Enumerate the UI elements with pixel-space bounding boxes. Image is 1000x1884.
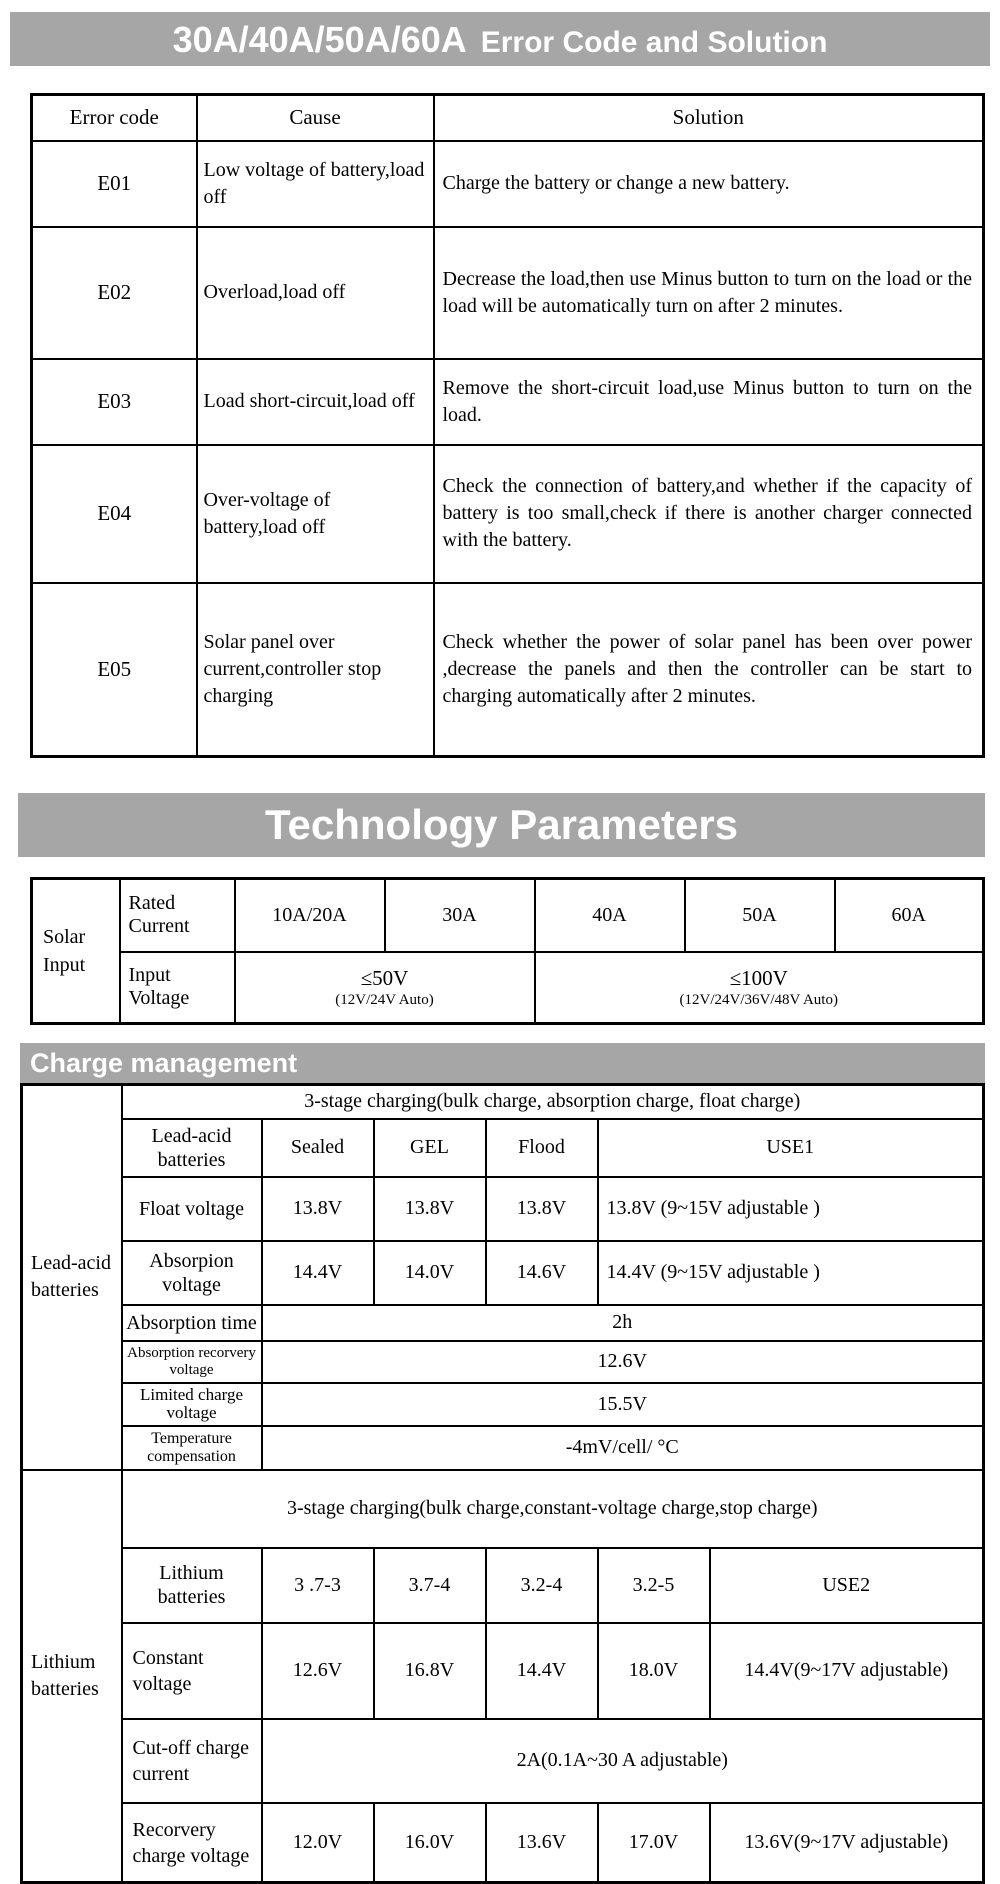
recovery-charge-value: 12.0V [262,1803,374,1883]
float-voltage-label: Float voltage [122,1177,262,1241]
battery-type-cell: Sealed [262,1119,374,1177]
absorption-voltage-row [22,1241,984,1305]
solar-input-group-cell: Solar Input [32,879,120,1024]
voltage-low-note: (12V/24V Auto) [335,991,434,1008]
float-voltage-row [22,1177,984,1241]
error-code-cell: E04 [32,445,197,583]
absorption-voltage-value: 14.4V [262,1241,374,1305]
solution-cell: Check whether the power of solar panel has been over power ,decrease the panels and then the controller can be start to charging automatically after 2 minutes. [434,583,984,757]
input-voltage-high-cell [535,952,984,1024]
float-voltage-value: 13.8V [486,1177,598,1241]
float-voltage-value: 13.8V [262,1177,374,1241]
solution-cell: Decrease the load,then use Minus button to turn on the load or the load will be automatically turn on after 2 minutes. [434,227,984,359]
absorption-recovery-row [22,1341,984,1383]
error-row-e03 [32,359,984,445]
error-row-e02 [32,227,984,359]
temperature-compensation-row [22,1426,984,1470]
temperature-compensation-label: Temperature compensation [122,1426,262,1470]
constant-voltage-label: Constant voltage [122,1623,262,1719]
recovery-charge-value: 17.0V [598,1803,710,1883]
charge-management-title: Charge management [30,1047,298,1078]
error-code-cell: E02 [32,227,197,359]
charge-management-banner [20,1043,985,1083]
cause-cell: Low voltage of battery,load off [197,141,434,227]
absorption-voltage-label: Absorpion voltage [122,1241,262,1305]
error-code-table [30,93,985,758]
cutoff-current-row [22,1719,984,1803]
error-code-cell: E05 [32,583,197,757]
absorption-time-row [22,1305,984,1341]
absorption-recovery-label: Absorption recorvery voltage [122,1341,262,1383]
error-code-cell: E03 [32,359,197,445]
float-voltage-value: 13.8V (9~15V adjustable ) [598,1177,984,1241]
error-code-header: Error code [32,95,197,141]
lithium-stage-row [22,1470,984,1548]
solution-cell: Charge the battery or change a new battery. [434,141,984,227]
absorption-time-label: Absorption time [122,1305,262,1341]
error-table-header-row [32,95,984,141]
error-row-e04 [32,445,984,583]
lead-acid-stage-row [22,1085,984,1119]
solution-cell: Check the connection of battery,and whether if the capacity of battery is too small,check if there is another charger connected with the battery. [434,445,984,583]
limited-charge-row [22,1383,984,1426]
recovery-charge-value: 13.6V [486,1803,598,1883]
lithium-type-cell: 3.2-4 [486,1548,598,1623]
cause-cell: Overload,load off [197,227,434,359]
voltage-high-value: ≤100V [729,965,788,990]
absorption-voltage-value: 14.6V [486,1241,598,1305]
rated-current-value: 60A [835,879,984,952]
rated-current-value: 10A/20A [235,879,385,952]
rated-current-label: Rated Current [120,879,235,952]
battery-type-cell: USE1 [598,1119,984,1177]
model-range-label: 30A/40A/50A/60A [172,19,467,60]
lithium-type-label: Lithium batteries [122,1548,262,1623]
recovery-charge-label: Recorvery charge voltage [122,1803,262,1883]
limited-charge-value: 15.5V [262,1383,984,1426]
constant-voltage-value: 14.4V(9~17V adjustable) [710,1623,984,1719]
rated-current-value: 40A [535,879,685,952]
error-row-e01 [32,141,984,227]
lithium-type-cell: 3 .7-3 [262,1548,374,1623]
solar-input-table [30,877,985,1025]
error-banner-title: Error Code and Solution [480,26,828,59]
constant-voltage-value: 14.4V [486,1623,598,1719]
lead-acid-stage-note: 3-stage charging(bulk charge, absorption charge, float charge) [122,1085,984,1119]
limited-charge-label: Limited charge voltage [122,1383,262,1426]
constant-voltage-value: 18.0V [598,1623,710,1719]
lead-acid-type-label: Lead-acid batteries [122,1119,262,1177]
cause-header: Cause [197,95,434,141]
cutoff-current-value: 2A(0.1A~30 A adjustable) [262,1719,984,1803]
rated-current-value: 50A [685,879,835,952]
battery-type-cell: GEL [374,1119,486,1177]
recovery-charge-value: 16.0V [374,1803,486,1883]
solution-cell: Remove the short-circuit load,use Minus button to turn on the load. [434,359,984,445]
cause-cell: Solar panel over current,controller stop charging [197,583,434,757]
voltage-high-note: (12V/24V/36V/48V Auto) [679,991,838,1008]
cause-cell: Over-voltage of battery,load off [197,445,434,583]
lithium-type-cell: USE2 [710,1548,984,1623]
rated-current-row [32,879,984,952]
constant-voltage-value: 16.8V [374,1623,486,1719]
absorption-recovery-value: 12.6V [262,1341,984,1383]
battery-type-cell: Flood [486,1119,598,1177]
error-section-banner [10,12,990,66]
voltage-low-value: ≤50V [360,965,409,990]
lead-acid-type-row [22,1119,984,1177]
absorption-voltage-value: 14.4V (9~15V adjustable ) [598,1241,984,1305]
charge-management-table [20,1083,985,1884]
technology-parameters-banner [18,793,985,857]
lithium-type-cell: 3.2-5 [598,1548,710,1623]
input-voltage-label: Input Voltage [120,952,235,1024]
error-row-e05 [32,583,984,757]
constant-voltage-row [22,1623,984,1719]
constant-voltage-value: 12.6V [262,1623,374,1719]
lead-acid-group-cell: Lead-acid batteries [22,1085,122,1470]
technology-parameters-title: Technology Parameters [264,801,739,848]
error-code-cell: E01 [32,141,197,227]
lithium-stage-note: 3-stage charging(bulk charge,constant-voltage charge,stop charge) [122,1470,984,1548]
float-voltage-value: 13.8V [374,1177,486,1241]
lithium-type-cell: 3.7-4 [374,1548,486,1623]
cause-cell: Load short-circuit,load off [197,359,434,445]
lithium-group-cell: Lithium batteries [22,1470,122,1883]
absorption-time-value: 2h [262,1305,984,1341]
temperature-compensation-value: -4mV/cell/ °C [262,1426,984,1470]
solution-header: Solution [434,95,984,141]
rated-current-value: 30A [385,879,535,952]
input-voltage-low-cell [235,952,535,1024]
cutoff-current-label: Cut-off charge current [122,1719,262,1803]
recovery-charge-row [22,1803,984,1883]
recovery-charge-value: 13.6V(9~17V adjustable) [710,1803,984,1883]
input-voltage-row [32,952,984,1024]
lithium-type-row [22,1548,984,1623]
absorption-voltage-value: 14.0V [374,1241,486,1305]
